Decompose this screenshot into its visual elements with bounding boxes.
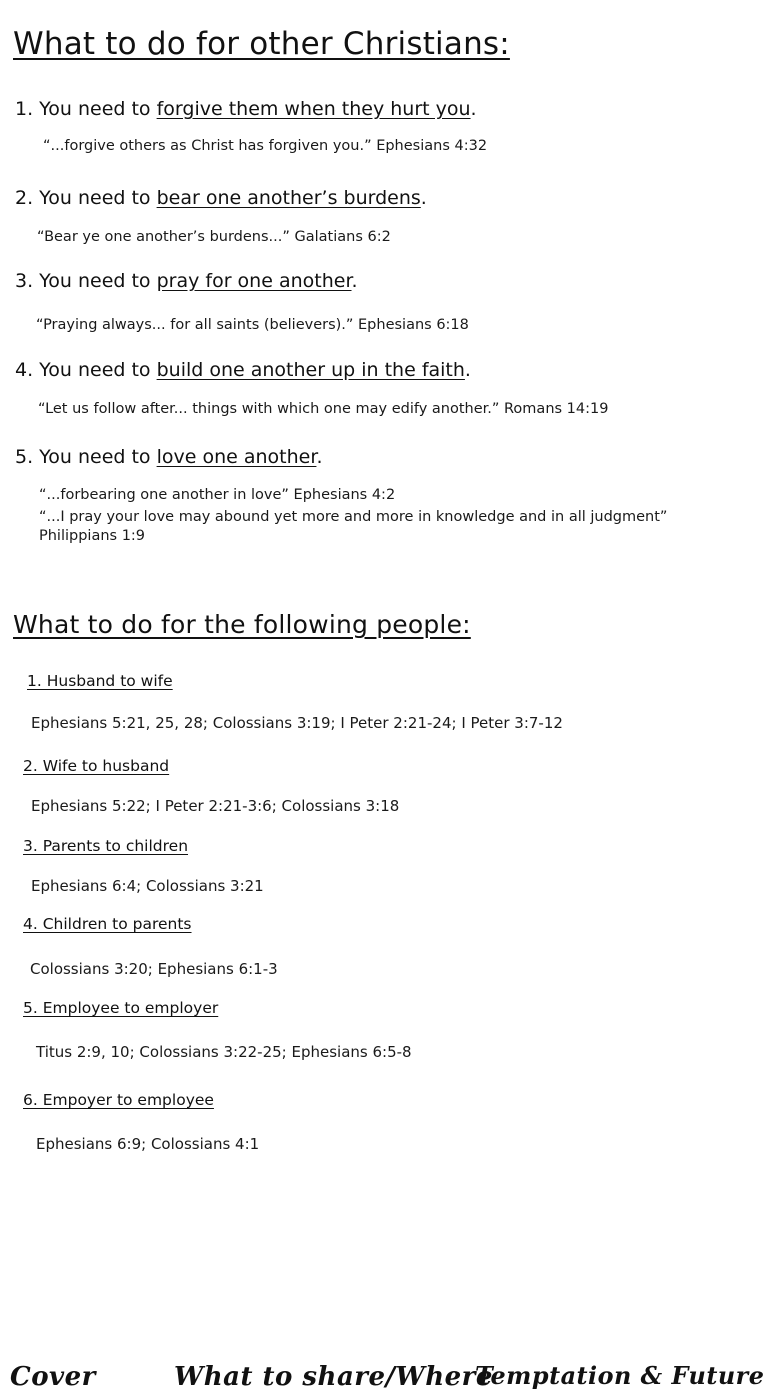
relationship-refs: Ephesians 6:4; Colossians 3:21 (31, 877, 264, 895)
verse-quote: “Let us follow after... things with which one may edify another.” Romans 14:19 (38, 401, 609, 417)
nav-link-temptation-future[interactable]: Temptation & Future (475, 1362, 765, 1390)
duty-prefix: 4. You need to (15, 359, 157, 381)
duty-suffix: . (470, 98, 477, 120)
verse-quote: “...forgive others as Christ has forgiven you.” Ephesians 4:32 (43, 138, 488, 154)
verse-quote: “Bear ye one another’s burdens...” Galatians 6:2 (37, 229, 391, 245)
relationship-refs: Colossians 3:20; Ephesians 6:1-3 (30, 960, 278, 978)
duty-item-1 (15, 98, 477, 120)
duty-prefix: 3. You need to (15, 270, 157, 292)
duty-suffix: . (464, 359, 471, 381)
relationship-title: 1. Husband to wife (27, 672, 173, 690)
duty-item-3 (15, 270, 358, 292)
duty-emphasis: forgive them when they hurt you (156, 98, 471, 120)
relationship-title: 2. Wife to husband (23, 757, 170, 775)
duty-emphasis: pray for one another (156, 270, 352, 292)
relationship-refs: Ephesians 5:21, 25, 28; Colossians 3:19; I Peter 2:21-24; I Peter 3:7-12 (31, 714, 563, 732)
relationship-title: 4. Children to parents (23, 915, 192, 933)
duty-item-5 (15, 446, 322, 468)
duty-emphasis: bear one another’s burdens (156, 187, 421, 209)
relationship-title: 3. Parents to children (23, 837, 189, 855)
duty-suffix: . (420, 187, 427, 209)
verse-quote: “...forbearing one another in love” Ephesians 4:2 (39, 487, 396, 503)
relationship-refs: Ephesians 5:22; I Peter 2:21-3:6; Colossians 3:18 (31, 797, 400, 815)
duty-prefix: 1. You need to (15, 98, 157, 120)
duty-emphasis: love one another (156, 446, 317, 468)
duty-prefix: 5. You need to (15, 446, 157, 468)
verse-quote: “...I pray your love may abound yet more and more in knowledge and in all judgment” (39, 509, 668, 525)
duty-suffix: . (316, 446, 323, 468)
nav-link-cover[interactable]: Cover (10, 1362, 96, 1392)
duty-emphasis: build one another up in the faith (156, 359, 465, 381)
verse-quote: “Praying always... for all saints (believers).” Ephesians 6:18 (36, 317, 469, 333)
relationship-title: 6. Empoyer to employee (23, 1091, 214, 1109)
duty-item-2 (15, 187, 427, 209)
relationship-refs: Titus 2:9, 10; Colossians 3:22-25; Ephesians 6:5-8 (36, 1043, 412, 1061)
duty-suffix: . (351, 270, 358, 292)
section-title-christians: What to do for other Christians: (13, 26, 510, 62)
verse-reference: Philippians 1:9 (39, 528, 146, 544)
nav-link-what-to-share[interactable]: What to share/Where (174, 1362, 493, 1392)
section-title-people: What to do for the following people: (13, 610, 471, 639)
relationship-title: 5. Employee to employer (23, 999, 219, 1017)
duty-prefix: 2. You need to (15, 187, 157, 209)
duty-item-4 (15, 359, 471, 381)
relationship-refs: Ephesians 6:9; Colossians 4:1 (36, 1135, 260, 1153)
